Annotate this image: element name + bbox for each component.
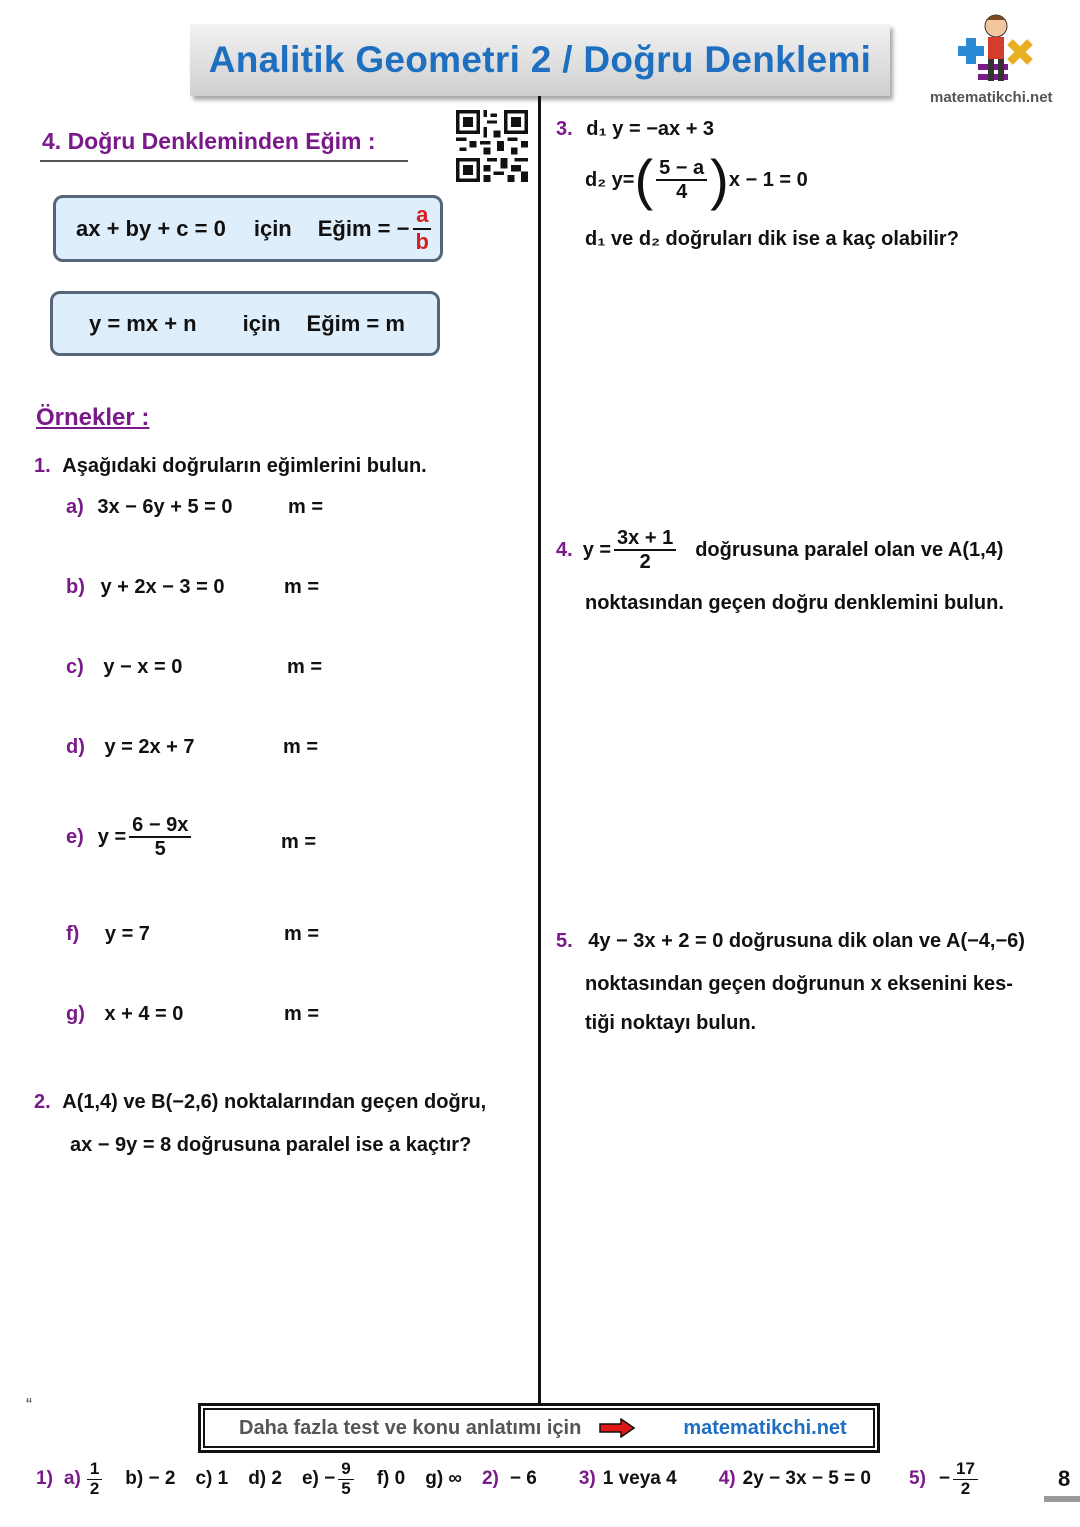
egim-label: Eğim = m [306,310,405,336]
item-label: g) [66,1003,85,1025]
fraction-numerator: 6 − 9x [129,814,191,838]
fraction-denominator: 4 [676,181,688,203]
fraction-denominator: 2 [639,551,651,573]
fraction-numerator: 1 [87,1460,102,1480]
question-3-prompt: d₁ ve d₂ doğruları dik ise a kaç olabilir? [585,228,959,250]
slope-rule-box-explicit [50,291,440,356]
question-4-line-1 [556,527,1003,573]
q1-item-d [66,736,195,759]
fraction-numerator: 3x + 1 [614,527,676,551]
slope-rule-box-general [53,195,443,262]
answer-key-label: 4) [718,1468,736,1490]
answer-2 [482,1468,537,1490]
quote-mark: “ [26,1395,32,1415]
page-title-banner [190,24,890,96]
answer-key-label: 3) [578,1468,596,1490]
question-number: 5. [556,930,573,952]
answer-3 [579,1468,677,1490]
question-1-prompt [34,455,427,478]
answer-sign: − [938,1468,951,1490]
q1-item-e-answer[interactable]: m = [281,831,317,853]
line-d2-prefix: d₂ y= [585,168,635,191]
answer-value: 1 veya 4 [602,1468,677,1490]
q1-item-d-answer[interactable]: m = [283,736,319,758]
general-equation: ax + by + c = 0 [76,215,226,241]
item-label: c) [66,656,84,678]
q1-item-b-answer[interactable]: m = [284,576,320,598]
item-equation: y + 2x − 3 = 0 [100,576,225,598]
page-number: 8 [1058,1466,1071,1491]
answer-1g: g) ∞ [425,1468,462,1490]
right-paren: ) [710,148,729,211]
examples-title: Örnekler : [36,404,150,431]
question-number: 2. [34,1091,51,1113]
answer-value: 2y − 3x − 5 = 0 [742,1468,871,1490]
item-equation: y − x = 0 [103,656,183,678]
fraction-denominator: 5 [341,1478,351,1498]
answer-1a [36,1460,105,1498]
footer-site-link[interactable]: matematikchi.net [683,1416,847,1439]
answer-5 [909,1460,981,1498]
fraction-denominator: b [415,228,429,254]
column-divider [538,96,541,1406]
answer-item-label: a) [63,1468,81,1490]
item-label: e) [66,825,84,848]
answer-1d: d) 2 [248,1468,282,1490]
question-number: 3. [556,118,573,140]
item-equation-prefix: y = [97,825,127,848]
q1-item-a-answer[interactable]: m = [288,496,324,518]
icin-label: için [242,310,281,336]
q1-item-f-answer[interactable]: m = [284,923,320,945]
question-number: 4. [556,538,573,561]
q1-item-e [66,814,194,860]
question-text: Aşağıdaki doğruların eğimlerini bulun. [62,455,427,477]
left-paren: ( [634,148,654,211]
fraction-numerator: 5 − a [656,157,707,181]
answer-fraction [87,1460,102,1498]
line-d2-suffix: x − 1 = 0 [728,168,808,191]
icin-label: için [253,215,292,241]
footer-banner[interactable] [198,1403,880,1453]
question-3-line-1 [556,118,714,141]
answer-4 [719,1468,871,1490]
logo-icon [948,12,1038,88]
answer-fraction [338,1460,353,1498]
answer-item-label: e) − [301,1468,336,1490]
footer-text: Daha fazla test ve konu anlatımı için [239,1416,582,1439]
equation-prefix: y = [582,538,612,561]
question-5-line-1 [556,930,1025,953]
answer-1e [302,1460,357,1498]
item-label: f) [66,923,80,945]
item-equation: y = 2x + 7 [104,736,195,758]
question-text: 4y − 3x + 2 = 0 doğrusuna dik olan ve A(−4,−6) [588,930,1025,952]
fraction-numerator: a [413,203,431,229]
item-label: d) [66,736,85,758]
q1-item-c [66,656,182,679]
question-5-line-2: noktasından geçen doğrunun x eksenini kes- [585,973,1013,995]
q1-item-g-answer[interactable]: m = [284,1003,320,1025]
q1-item-a [66,496,232,519]
answer-key [36,1460,1001,1498]
section-title: 4. Doğru Denkleminden Eğim : [42,128,376,154]
fraction-numerator: 9 [338,1460,353,1480]
question-2-line-2: ax − 9y = 8 doğrusuna paralel ise a kaçtır? [70,1134,472,1156]
question-5-line-3: tiği noktayı bulun. [585,1012,757,1034]
answer-1f: f) 0 [376,1468,406,1490]
page-number-bar [1044,1496,1080,1502]
question-number: 1. [34,455,51,477]
q1-item-b [66,576,224,599]
answer-value: − 6 [509,1468,537,1490]
answer-key-label: 5) [909,1468,926,1490]
fraction-denominator: 2 [960,1478,971,1498]
item-equation: y = 7 [104,923,150,945]
answer-1b: b) − 2 [125,1468,176,1490]
answer-key-label: 1) [36,1468,53,1490]
question-4-line-2: noktasından geçen doğru denklemini bulun. [585,592,1004,614]
q1-item-c-answer[interactable]: m = [287,656,323,678]
slope-fraction [412,203,431,253]
section-underline [40,160,408,162]
q1-item-f [66,923,150,946]
question-text: A(1,4) ve B(−2,6) noktalarından geçen doğru, [62,1091,487,1113]
item-label: a) [66,496,84,518]
egim-label: Eğim = − [317,215,410,241]
explicit-equation: y = mx + n [89,310,197,336]
d2-fraction [656,157,707,203]
answer-key-label: 2) [481,1468,499,1490]
item-fraction [129,814,191,860]
answer-fraction [953,1460,978,1498]
item-label: b) [66,576,85,598]
item-equation: 3x − 6y + 5 = 0 [97,496,233,518]
fraction-denominator: 2 [89,1478,100,1498]
page-title: Analitik Geometri 2 / Doğru Denklemi [208,39,872,80]
fraction-numerator: 17 [953,1460,978,1480]
item-equation: x + 4 = 0 [104,1003,184,1025]
q1-item-g [66,1003,183,1026]
answer-1c: c) 1 [195,1468,229,1490]
line-d1-equation: d₁ y = −ax + 3 [586,118,715,140]
question-3-line-2 [585,148,808,211]
question-2-line-1 [34,1091,486,1114]
question-text: doğrusuna paralel olan ve A(1,4) [695,538,1004,561]
arrow-right-icon [599,1418,635,1438]
site-logo-text: matematikchi.net [930,89,1053,106]
qr-code-icon[interactable] [456,110,528,182]
q4-fraction [614,527,676,573]
fraction-denominator: 5 [154,838,166,860]
